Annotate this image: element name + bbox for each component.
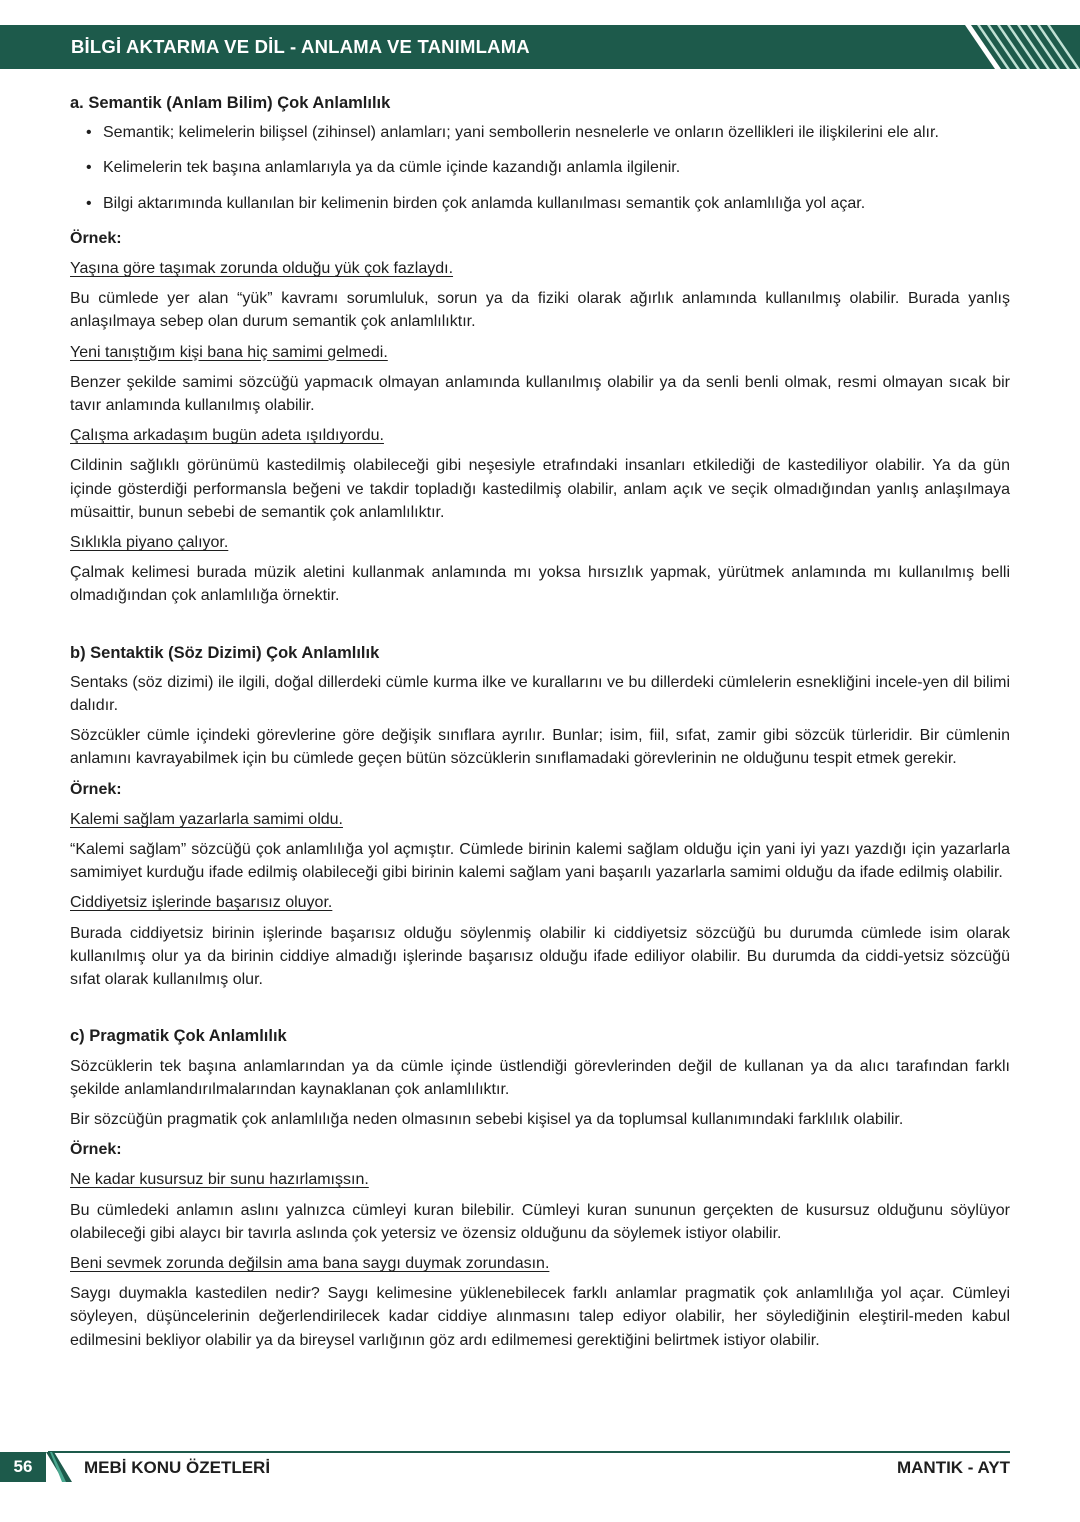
explanation-paragraph: Saygı duymakla kastedilen nedir? Saygı kelimesine yüklenebilecek farklı anlamlar pragmatik çok anlamlılığa yol açar. Cümleyi söyleyen, düşüncelerinin değerlendirilecek kadar ciddiye alınmasını talep ediyor olabilir, her söylediğinin eleştiril-meden kabul edilmesini bekliyor olabilir ya da bireysel varlığının göz ardı edilmemesi gerektiğini belirtmek istiyor olabilir. [70, 1285, 1010, 1349]
footer-series-title: MEBİ KONU ÖZETLERİ [84, 1458, 271, 1477]
explanation-paragraph: Benzer şekilde samimi sözcüğü yapmacık olmayan anlamında kullanılmış olabilir ya da senli benli olmak, resmi olmayan sıcak bir tavır anlamında kullanılmış olabilir. [70, 373, 1010, 415]
bullet-dot-icon: • [86, 159, 92, 177]
example-sentence: Ne kadar kusursuz bir sunu hazırlamışsın. [70, 1171, 369, 1189]
bullet-item: • Semantik; kelimelerin bilişsel (zihinsel) anlamları; yani sembollerin nesnelerle ve onların özellikleri ile ilişkilerini ele alır. [86, 121, 1010, 144]
definition-paragraph: Sözcüklerin tek başına anlamlarından ya da cümle içinde üstlendiği görevlerinden değil de kullanan ya da alıcı tarafından farklı şekilde anlamlandırılmalarından kaynaklanan çok anlamlılıktır. [70, 1057, 1010, 1098]
example-sentence: Sıklıkla piyano çalıyor. [70, 534, 229, 552]
bullet-dot-icon: • [86, 194, 92, 212]
footer-slash-decoration [46, 1452, 72, 1482]
page-number: 56 [0, 1452, 46, 1482]
page-header-title: BİLGİ AKTARMA VE DİL - ANLAMA VE TANIMLAMA [71, 36, 530, 57]
bullet-item: • Bilgi aktarımında kullanılan bir kelimenin birden çok anlamda kullanılması semantik çok anlamlılığa yol açar. [86, 192, 1010, 215]
example-sentence: Kalemi sağlam yazarlarla samimi oldu. [70, 810, 343, 828]
example-sentence: Yaşına göre taşımak zorunda olduğu yük çok fazlaydı. [70, 260, 454, 278]
section-c-title: c) Pragmatik Çok Anlamlılık [70, 1027, 287, 1046]
example-label: Örnek: [70, 780, 122, 798]
footer-subject: MANTIK - AYT [896, 1458, 1010, 1477]
explanation-paragraph: Bu cümlede yer alan “yük” kavramı sorumluluk, sorun ya da fiziki olarak ağırlık anlamında kullanılmış olabilir. Burada yanlış anlaşılmaya sebep olan durum semantik çok anlamlılıktır. [70, 290, 1010, 331]
section-b-title: b) Sentaktik (Söz Dizimi) Çok Anlamlılık [70, 643, 380, 662]
example-label: Örnek: [70, 229, 122, 247]
bullet-item: • Kelimelerin tek başına anlamlarıyla ya da cümle içinde kazandığı anlamla ilgilenir. [86, 156, 1010, 179]
explanation-paragraph: Burada ciddiyetsiz birinin işlerinde başarısız olduğu söylenmiş olabilir ki ciddiyetsiz sözcüğü bu durumda cümlede isim olarak kullanılmış olur ya da birinin ciddiye almadığı işlerinde başarısız olduğu ifade ediliyor olabilir. Bu durumda da ciddi-yetsiz sözcüğü sıfat olarak kullanılmış olur. [70, 924, 1010, 989]
example-sentence: Çalışma arkadaşım bugün adeta ışıldıyordu. [70, 427, 384, 445]
definition-paragraph: Bir sözcüğün pragmatik çok anlamlılığa neden olmasının sebebi kişisel ya da toplumsal kullanımındaki farklılık olabilir. [70, 1110, 904, 1128]
bullet-dot-icon: • [86, 124, 92, 142]
example-sentence: Ciddiyetsiz işlerinde başarısız oluyor. [70, 894, 333, 912]
header-bar [0, 25, 1080, 69]
section-a-bullets [70, 121, 1010, 215]
footer-divider [48, 1451, 1010, 1453]
explanation-paragraph: Cildinin sağlıklı görünümü kastedilmiş olabileceği gibi neşesiyle etrafındaki insanları etkilediği de kastediliyor olabilir. Ya da gün içinde gösterdiği performansla beğeni ve takdir topladığı kastedilmiş olabilir, anlam açık ve seçik olmadığından yanlış anlaşılmaya müsaittir, bunun sebebi de semantik çok anlamlılıktır. [70, 457, 1010, 521]
header-stripes-decoration [965, 25, 1080, 69]
explanation-paragraph: Bu cümledeki anlamın aslını yalnızca cümleyi kuran bilebilir. Cümleyi kuran sununun gerçekten de kusursuz olduğunu söylüyor olabileceği gibi alaycı bir tavırla aslında çok yetersiz ve özensiz olduğunu da söylemek istiyor olabilir. [70, 1201, 1010, 1242]
example-sentence: Beni sevmek zorunda değilsin ama bana saygı duymak zorundasın. [70, 1254, 550, 1272]
definition-paragraph: Sentaks (söz dizimi) ile ilgili, doğal dillerdeki cümle kurma ilke ve kurallarını ve bu dillerdeki cümlelerin esnekliğini incele-yen dil bilimi dalıdır. [70, 673, 1010, 715]
definition-paragraph: Sözcükler cümle içindeki görevlerine göre değişik sınıflara ayrılır. Bunlar; isim, fiil, sıfat, zamir gibi sözcük türleridir. Bir cümlenin anlamını kavrayabilmek için bu cümlede geçen bütün sözcüklerin sınıflamadaki görevlerinin ne olduğunu tespit etmek gerekir. [70, 727, 1010, 768]
page-content [70, 92, 1010, 1359]
explanation-paragraph: “Kalemi sağlam” sözcüğü çok anlamlılığa yol açmıştır. Cümlede birinin kalemi sağlam olduğu için yani iyi yazı yazdığı için yazarlarla samimiyet kurduğu ifade edilmiş olabileceği gibi birinin kalemi sağlam yani başarılı yazarlarla samimi olduğu da ifade edilmiş olabilir. [70, 841, 1010, 882]
example-label: Örnek: [70, 1141, 122, 1159]
example-sentence: Yeni tanıştığım kişi bana hiç samimi gelmedi. [70, 343, 388, 361]
section-a-title: a. Semantik (Anlam Bilim) Çok Anlamlılık [70, 94, 391, 112]
explanation-paragraph: Çalmak kelimesi burada müzik aletini kullanmak anlamında mı yoksa hırsızlık yapmak, yürütmek anlamında mı kullanılmış belli olmadığından çok anlamlılığa örnektir. [70, 564, 1010, 605]
